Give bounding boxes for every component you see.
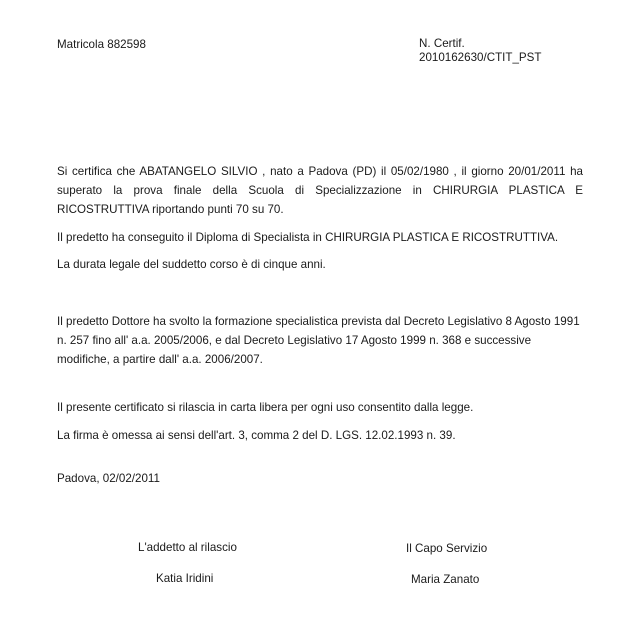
signatory-role: Il Capo Servizio (406, 542, 488, 555)
training-legal-basis-statement: Il predetto Dottore ha svolto la formazione specialistica prevista dal Decreto Legislativo 8 Agosto 1991 n. 257 fino all' a.a. 2005/2006, e dal Decreto Legislativo 17 Agosto 1999 n. 368 e successive modifiche, a partire dall' a.a. 2006/2007. (57, 315, 580, 366)
signatory-name: Maria Zanato (411, 573, 480, 586)
usage-statement: Il presente certificato si rilascia in carta libera per ogni uso consentito dalla legge. (57, 401, 474, 414)
signatory-name: Katia Iridini (156, 572, 214, 585)
course-duration-statement: La durata legale del suddetto corso è di cinque anni. (57, 258, 326, 271)
signatory-role: L'addetto al rilascio (138, 541, 237, 554)
diploma-statement: Il predetto ha conseguito il Diploma di Specialista in CHIRURGIA PLASTICA E RICOSTRUTTIVA. (57, 231, 559, 244)
certification-statement: Si certifica che ABATANGELO SILVIO , nato a Padova (PD) il 05/02/1980 , il giorno 20/01/2011 ha superato la prova finale della Scuola di Specializzazione in CHIRURGIA PLASTICA E RICOSTRUTTIVA riportando punti 70 su 70. (57, 165, 583, 216)
certificate-label: N. Certif. (419, 37, 465, 50)
signature-omission-statement: La firma è omessa ai sensi dell'art. 3, comma 2 del D. LGS. 12.02.1993 n. 39. (57, 429, 456, 442)
matricola-number: Matricola 882598 (57, 38, 146, 51)
certificate-number: 2010162630/CTIT_PST (419, 51, 542, 64)
place-and-date: Padova, 02/02/2011 (57, 472, 160, 485)
certificate-id-block (419, 37, 541, 65)
